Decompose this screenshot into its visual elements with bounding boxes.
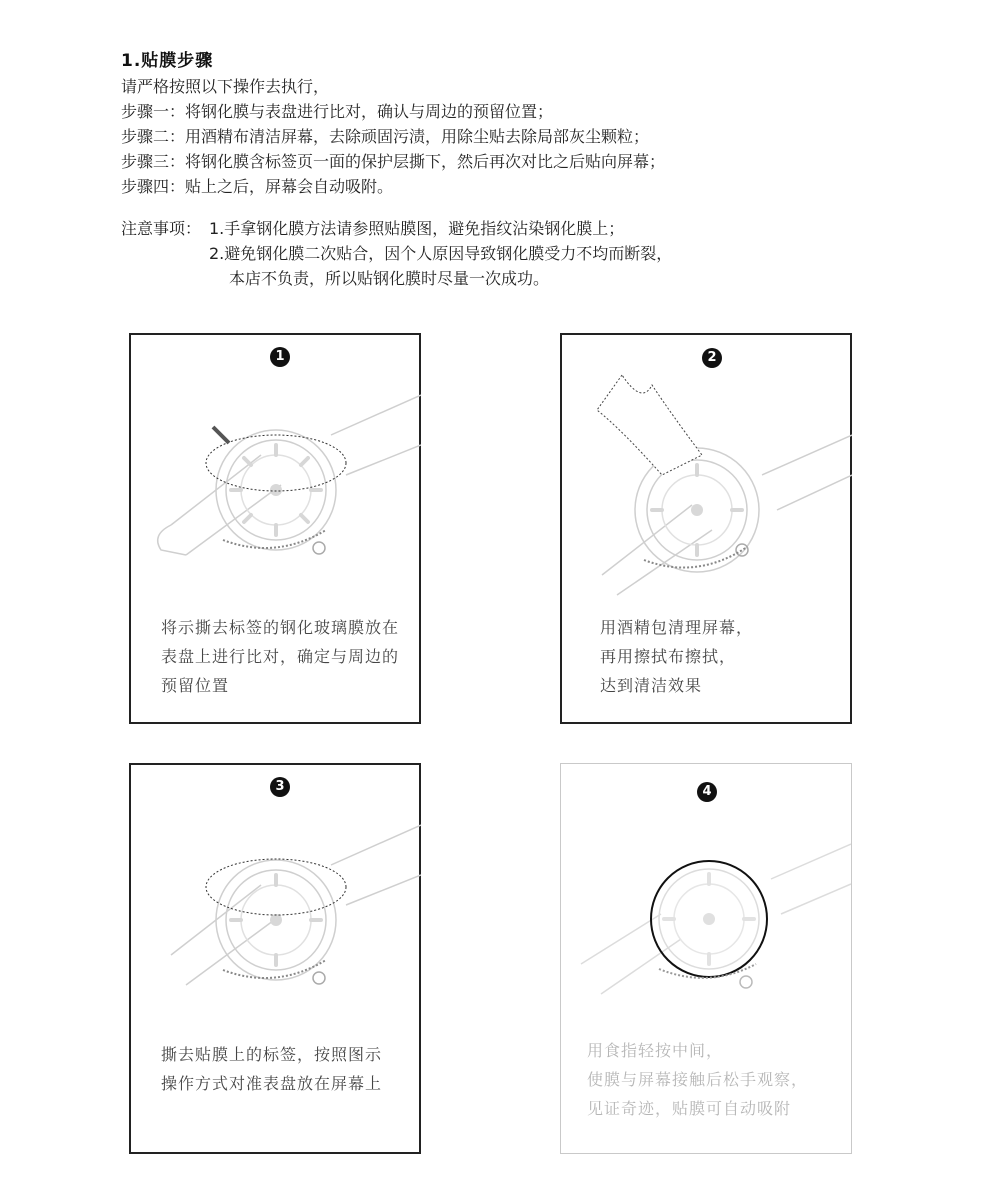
step-3-text: 步骤三：将钢化膜含标签页一面的保护层撕下，然后再次对比之后贴向屏幕；: [121, 152, 666, 171]
step-1-caption: [161, 613, 399, 700]
caption-line: 再用擦拭布擦拭，: [600, 647, 737, 666]
step-panel-3: [129, 763, 421, 1154]
note-row-1: [121, 216, 841, 241]
watch-illustration-3: [131, 765, 421, 1065]
caption-line: 表盘上进行比对，确定与周边的: [161, 647, 400, 666]
step-number-badge: 1: [270, 347, 290, 367]
caption-line: 达到清洁效果: [600, 676, 703, 695]
step-3-caption: [161, 1040, 382, 1098]
note-item-2-continued: 本店不负责，所以贴钢化膜时尽量一次成功。: [229, 269, 550, 288]
caption-line: 用酒精包清理屏幕，: [600, 618, 754, 637]
step-4-text: 步骤四：贴上之后，屏幕会自动吸附。: [121, 177, 394, 196]
step-number-badge: 4: [697, 782, 717, 802]
caption-line: 操作方式对准表盘放在屏幕上: [161, 1074, 383, 1093]
note-item-2: 2.避免钢化膜二次贴合，因个人原因导致钢化膜受力不均而断裂，: [209, 244, 673, 263]
notes-label: 注意事项：: [121, 219, 202, 238]
step-panel-2: [560, 333, 852, 724]
step-panel-4: [560, 763, 852, 1154]
caption-line: 预留位置: [161, 676, 230, 695]
watch-cleaning-illustration: [562, 335, 852, 635]
step-panel-1: [129, 333, 421, 724]
step-2-caption: [600, 613, 753, 700]
step-1-text: 步骤一：将钢化膜与表盘进行比对，确认与周边的预留位置；: [121, 102, 554, 121]
note-item-1: 1.手拿钢化膜方法请参照贴膜图，避免指纹沾染钢化膜上；: [209, 219, 625, 238]
watch-illustration-1: [131, 335, 421, 635]
step-number-badge: 2: [702, 348, 722, 368]
step-number-badge: 3: [270, 777, 290, 797]
intro-steps: [121, 74, 821, 199]
notes-section: [121, 216, 841, 291]
caption-line: 用食指轻按中间，: [587, 1041, 724, 1060]
caption-line: 将示撕去标签的钢化玻璃膜放在: [161, 618, 400, 637]
step-4-caption: [587, 1036, 808, 1123]
watch-adhered-illustration: [561, 764, 851, 1064]
step-2-text: 步骤二：用酒精布清洁屏幕，去除顽固污渍，用除尘贴去除局部灰尘颗粒；: [121, 127, 650, 146]
caption-line: 见证奇迹，贴膜可自动吸附: [587, 1099, 792, 1118]
intro-line: 请严格按照以下操作去执行，: [121, 77, 330, 96]
page-title: 1.贴膜步骤: [121, 51, 214, 71]
caption-line: 使膜与屏幕接触后松手观察，: [587, 1070, 809, 1089]
caption-line: 撕去贴膜上的标签，按照图示: [161, 1045, 383, 1064]
